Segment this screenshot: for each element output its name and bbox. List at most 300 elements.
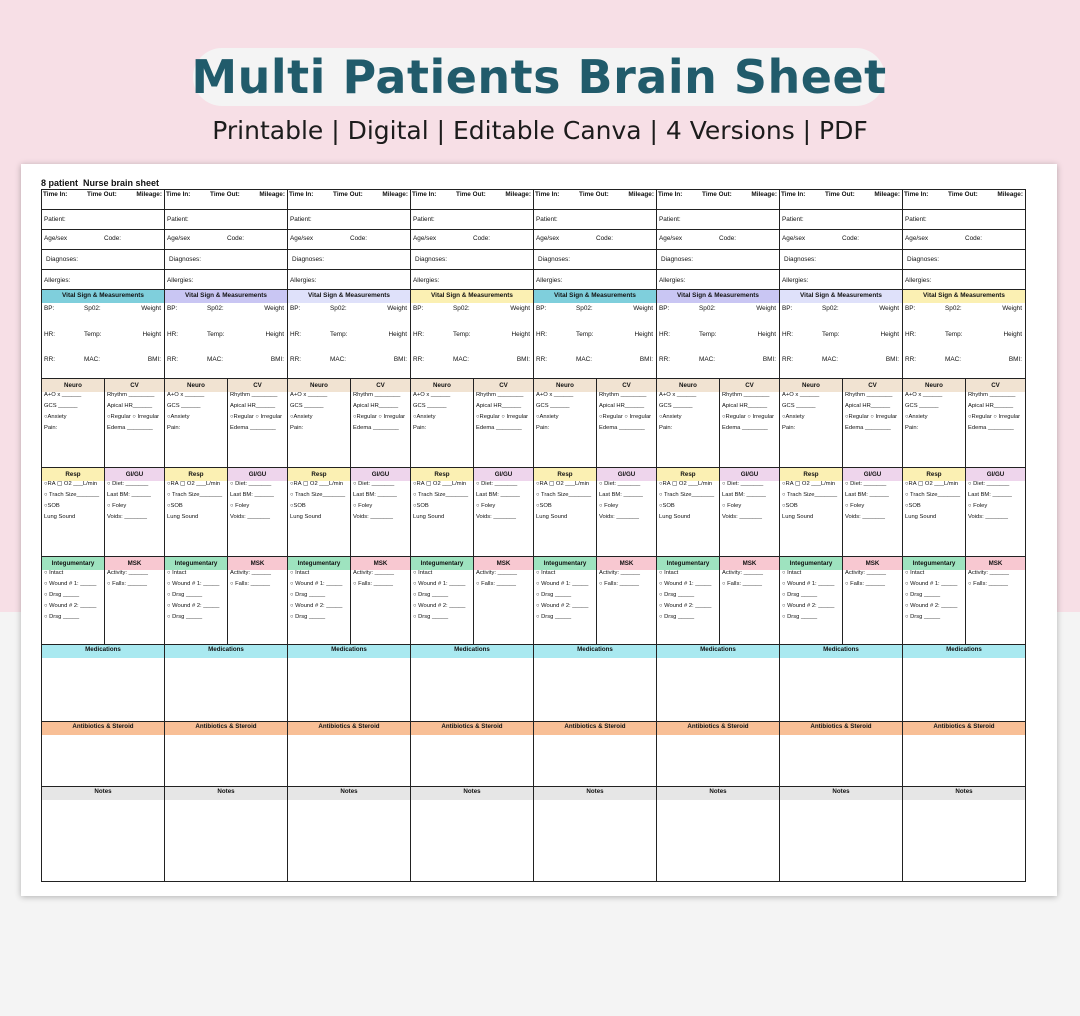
mac-label: MAC:	[207, 356, 223, 363]
cv-header: CV	[351, 379, 410, 392]
cv-header: CV	[966, 379, 1025, 392]
form-line: Pain:	[782, 425, 796, 431]
integ-msk-right-block	[228, 557, 287, 645]
form-line: ○ Wound # 2: _____	[536, 603, 589, 609]
gigu-header: GI/GU	[720, 468, 779, 481]
resp-header-lines	[657, 481, 719, 525]
mileage-label: Mileage:	[628, 191, 654, 198]
form-line: Voids: _______	[230, 514, 270, 520]
form-line: ○ Wound # 2: _____	[782, 603, 835, 609]
bmi-label: BMI:	[762, 356, 776, 363]
age-sex-row	[288, 230, 410, 250]
resp-header-lines	[903, 481, 965, 525]
form-line: GCS ______	[659, 403, 693, 409]
antibiotics-header: Antibiotics & Steroid	[288, 722, 410, 735]
spo2-label: Sp02:	[822, 305, 839, 312]
vitals-line-3	[657, 357, 779, 363]
form-line: ○ Diet: _______	[230, 481, 272, 487]
form-line: Rhythm ________	[968, 392, 1016, 398]
vitals-line-2	[411, 332, 533, 338]
form-line: Apical HR______	[353, 403, 399, 409]
neuro-cv-left-block	[288, 379, 351, 468]
form-line: ○ Intact	[167, 570, 187, 576]
antibiotics-box	[411, 735, 533, 787]
msk-header-lines	[966, 570, 1025, 592]
antibiotics-header: Antibiotics & Steroid	[411, 722, 533, 735]
vitals-line-2	[288, 332, 410, 338]
form-line: ○ Wound # 2: _____	[905, 603, 958, 609]
neuro-header: Neuro	[780, 379, 842, 392]
form-line: Voids: _______	[845, 514, 885, 520]
patient-column	[780, 190, 903, 882]
resp-gigu-left-block	[780, 468, 843, 557]
integ-msk-left-block	[42, 557, 105, 645]
form-line: Lung Sound	[44, 514, 76, 520]
notes-box	[288, 800, 410, 882]
neuro-cv-left-block	[780, 379, 843, 468]
form-line: Activity: ______	[722, 570, 763, 576]
vitals-line-2	[657, 332, 779, 338]
form-line: Voids: _______	[353, 514, 393, 520]
form-line: ○ Foley	[968, 503, 988, 509]
neuro-cv-left-block	[657, 379, 720, 468]
hr-label: HR:	[413, 331, 425, 338]
time-in-label: Time In:	[658, 191, 683, 198]
antibiotics-box	[657, 735, 779, 787]
integumentary-header: Integumentary	[411, 557, 473, 570]
neuro-header: Neuro	[42, 379, 104, 392]
msk-header: MSK	[843, 557, 902, 570]
height-label: Height	[634, 331, 653, 338]
weight-label: Weight	[633, 305, 653, 312]
hr-label: HR:	[782, 331, 794, 338]
medications-box	[780, 658, 902, 722]
time-in-label: Time In:	[412, 191, 437, 198]
form-line: Pain:	[413, 425, 427, 431]
mac-label: MAC:	[822, 356, 838, 363]
age-sex-label: Age/sex	[44, 235, 68, 242]
form-line: ○ Diet: _______	[476, 481, 518, 487]
temp-label: Temp:	[453, 331, 471, 338]
form-line: Activity: ______	[968, 570, 1009, 576]
height-label: Height	[142, 331, 161, 338]
form-line: ○ Foley	[353, 503, 373, 509]
form-line: ○Anxiety	[167, 414, 190, 420]
form-line: Edema ________	[107, 425, 153, 431]
vitals-line-1	[780, 306, 902, 312]
neuro-cv-right-block	[105, 379, 164, 468]
bmi-label: BMI:	[270, 356, 284, 363]
hr-label: HR:	[905, 331, 917, 338]
form-line: ○Regular ○ Irregular	[353, 414, 406, 420]
code-label: Code:	[227, 235, 245, 242]
gigu-header-lines	[105, 481, 164, 525]
temp-label: Temp:	[84, 331, 102, 338]
spo2-label: Sp02:	[453, 305, 470, 312]
mileage-label: Mileage:	[751, 191, 777, 198]
diagnoses-field: Diagnoses:	[780, 250, 902, 270]
form-line: ○ Drsg _____	[44, 592, 80, 598]
neuro-header-lines	[288, 392, 350, 436]
form-line: ○ Trach Size_______	[782, 492, 838, 498]
form-line: ○ Foley	[107, 503, 127, 509]
neuro-cv-left-block	[165, 379, 228, 468]
form-line: ○Anxiety	[659, 414, 682, 420]
medications-header: Medications	[411, 645, 533, 658]
resp-header: Resp	[165, 468, 227, 481]
neuro-cv-left-block	[42, 379, 105, 468]
patient-field: Patient:	[780, 210, 902, 230]
bmi-label: BMI:	[393, 356, 407, 363]
form-line: GCS ______	[782, 403, 816, 409]
neuro-cv-right-block	[966, 379, 1025, 468]
resp-gigu-left-block	[657, 468, 720, 557]
form-line: ○ Wound # 1: _____	[536, 581, 589, 587]
age-sex-row	[42, 230, 164, 250]
form-line: ○ Wound # 1: _____	[782, 581, 835, 587]
neuro-header: Neuro	[165, 379, 227, 392]
form-line: ○SOB	[782, 503, 798, 509]
form-line: ○Anxiety	[413, 414, 436, 420]
bmi-label: BMI:	[1008, 356, 1022, 363]
integ-msk-right-block	[351, 557, 410, 645]
mileage-label: Mileage:	[136, 191, 162, 198]
resp-gigu-right-block	[843, 468, 902, 557]
neuro-header-lines	[903, 392, 965, 436]
form-line: ○ Trach Size_______	[536, 492, 592, 498]
time-row	[780, 190, 902, 210]
integ-msk-left-block	[165, 557, 228, 645]
msk-header: MSK	[720, 557, 779, 570]
antibiotics-box	[903, 735, 1025, 787]
vitals-line-1	[903, 306, 1025, 312]
time-in-label: Time In:	[904, 191, 929, 198]
time-out-label: Time Out:	[210, 191, 240, 198]
code-label: Code:	[104, 235, 122, 242]
bp-label: BP:	[659, 305, 670, 312]
cv-header: CV	[228, 379, 287, 392]
medications-header: Medications	[903, 645, 1025, 658]
gigu-header-lines	[966, 481, 1025, 525]
form-line: ○ Foley	[476, 503, 496, 509]
gigu-header: GI/GU	[228, 468, 287, 481]
form-line: Edema ________	[968, 425, 1014, 431]
vitals-line-3	[42, 357, 164, 363]
resp-header: Resp	[780, 468, 842, 481]
form-line: Last BM: ______	[845, 492, 889, 498]
patient-field: Patient:	[534, 210, 656, 230]
form-line: Voids: _______	[722, 514, 762, 520]
time-row	[534, 190, 656, 210]
neuro-header-lines	[411, 392, 473, 436]
weight-label: Weight	[387, 305, 407, 312]
cv-header-lines	[966, 392, 1025, 436]
age-sex-label: Age/sex	[167, 235, 191, 242]
neuro-header: Neuro	[903, 379, 965, 392]
time-out-label: Time Out:	[948, 191, 978, 198]
patient-field: Patient:	[165, 210, 287, 230]
vitals-line-2	[42, 332, 164, 338]
form-line: ○ Wound # 1: _____	[290, 581, 343, 587]
antibiotics-header: Antibiotics & Steroid	[534, 722, 656, 735]
form-line: ○ Wound # 1: _____	[167, 581, 220, 587]
vitals-line-1	[288, 306, 410, 312]
code-label: Code:	[350, 235, 368, 242]
integumentary-header-lines	[780, 570, 842, 625]
rr-label: RR:	[167, 356, 179, 363]
allergies-field: Allergies:	[657, 270, 779, 290]
time-in-label: Time In:	[535, 191, 560, 198]
form-line: ○SOB	[536, 503, 552, 509]
form-line: Last BM: ______	[722, 492, 766, 498]
patient-field: Patient:	[903, 210, 1025, 230]
rr-label: RR:	[44, 356, 56, 363]
mac-label: MAC:	[453, 356, 469, 363]
rr-label: RR:	[413, 356, 425, 363]
form-line: ○ Foley	[230, 503, 250, 509]
code-label: Code:	[842, 235, 860, 242]
notes-header: Notes	[165, 787, 287, 800]
resp-gigu-right-block	[351, 468, 410, 557]
height-label: Height	[880, 331, 899, 338]
form-line: Apical HR______	[968, 403, 1014, 409]
form-line: Activity: ______	[845, 570, 886, 576]
form-line: ○SOB	[413, 503, 429, 509]
integumentary-header: Integumentary	[42, 557, 104, 570]
form-line: ○ Falls: ______	[845, 581, 885, 587]
integ-msk-right-block	[597, 557, 656, 645]
resp-gigu-right-block	[597, 468, 656, 557]
gigu-header-lines	[474, 481, 533, 525]
allergies-field: Allergies:	[411, 270, 533, 290]
resp-gigu-right-block	[105, 468, 164, 557]
form-line: ○ Intact	[290, 570, 310, 576]
form-line: ○RA ▢ O2 ___L/min	[659, 481, 713, 487]
age-sex-label: Age/sex	[413, 235, 437, 242]
form-line: ○ Drsg _____	[290, 592, 326, 598]
time-row	[288, 190, 410, 210]
notes-header: Notes	[288, 787, 410, 800]
form-line: GCS ______	[905, 403, 939, 409]
bp-label: BP:	[905, 305, 916, 312]
form-line: ○ Foley	[845, 503, 865, 509]
form-line: ○ Intact	[536, 570, 556, 576]
form-line: ○Anxiety	[536, 414, 559, 420]
gigu-header-lines	[843, 481, 902, 525]
medications-box	[903, 658, 1025, 722]
form-line: ○ Diet: _______	[968, 481, 1010, 487]
form-line: Edema ________	[845, 425, 891, 431]
form-line: Voids: _______	[107, 514, 147, 520]
form-line: ○SOB	[659, 503, 675, 509]
form-line: Rhythm ________	[599, 392, 647, 398]
form-line: ○ Falls: ______	[107, 581, 147, 587]
form-line: Voids: _______	[599, 514, 639, 520]
msk-header: MSK	[228, 557, 287, 570]
form-line: ○Anxiety	[905, 414, 928, 420]
time-row	[42, 190, 164, 210]
mileage-label: Mileage:	[505, 191, 531, 198]
neuro-header: Neuro	[411, 379, 473, 392]
weight-label: Weight	[141, 305, 161, 312]
form-line: Last BM: ______	[476, 492, 520, 498]
medications-header: Medications	[657, 645, 779, 658]
patient-column	[288, 190, 411, 882]
mileage-label: Mileage:	[997, 191, 1023, 198]
medications-box	[411, 658, 533, 722]
antibiotics-header: Antibiotics & Steroid	[657, 722, 779, 735]
form-line: Apical HR______	[599, 403, 645, 409]
form-line: GCS ______	[44, 403, 78, 409]
form-line: ○ Wound # 1: _____	[659, 581, 712, 587]
form-line: ○ Intact	[659, 570, 679, 576]
vital-signs-header: Vital Sign & Measurements	[165, 290, 287, 303]
resp-header-lines	[534, 481, 596, 525]
form-line: ○ Drsg _____	[413, 614, 449, 620]
form-line: ○SOB	[905, 503, 921, 509]
form-line: Activity: ______	[107, 570, 148, 576]
cv-header: CV	[720, 379, 779, 392]
time-in-label: Time In:	[781, 191, 806, 198]
time-out-label: Time Out:	[702, 191, 732, 198]
msk-header-lines	[597, 570, 656, 592]
notes-box	[657, 800, 779, 882]
form-line: ○ Falls: ______	[722, 581, 762, 587]
bp-label: BP:	[44, 305, 55, 312]
resp-gigu-left-block	[411, 468, 474, 557]
form-line: Pain:	[167, 425, 181, 431]
antibiotics-box	[780, 735, 902, 787]
age-sex-label: Age/sex	[905, 235, 929, 242]
code-label: Code:	[596, 235, 614, 242]
bp-label: BP:	[290, 305, 301, 312]
mac-label: MAC:	[945, 356, 961, 363]
notes-box	[165, 800, 287, 882]
bp-label: BP:	[536, 305, 547, 312]
mac-label: MAC:	[576, 356, 592, 363]
weight-label: Weight	[879, 305, 899, 312]
form-line: Activity: ______	[230, 570, 271, 576]
form-line: A+O x ______	[659, 392, 697, 398]
form-line: A+O x ______	[290, 392, 328, 398]
vitals-line-1	[411, 306, 533, 312]
age-sex-row	[657, 230, 779, 250]
gigu-header: GI/GU	[351, 468, 410, 481]
height-label: Height	[511, 331, 530, 338]
form-line: Activity: ______	[353, 570, 394, 576]
cv-header-lines	[720, 392, 779, 436]
integumentary-header-lines	[534, 570, 596, 625]
neuro-cv-right-block	[843, 379, 902, 468]
time-out-label: Time Out:	[825, 191, 855, 198]
time-in-label: Time In:	[166, 191, 191, 198]
form-line: ○ Trach Size_______	[290, 492, 346, 498]
hr-label: HR:	[167, 331, 179, 338]
form-line: ○ Drsg _____	[659, 592, 695, 598]
cv-header: CV	[597, 379, 656, 392]
code-label: Code:	[473, 235, 491, 242]
form-line: Lung Sound	[290, 514, 322, 520]
cv-header-lines	[105, 392, 164, 436]
msk-header-lines	[720, 570, 779, 592]
form-line: Activity: ______	[476, 570, 517, 576]
neuro-cv-right-block	[474, 379, 533, 468]
patient-field: Patient:	[288, 210, 410, 230]
temp-label: Temp:	[576, 331, 594, 338]
form-line: ○ Intact	[782, 570, 802, 576]
temp-label: Temp:	[207, 331, 225, 338]
height-label: Height	[265, 331, 284, 338]
integ-msk-right-block	[966, 557, 1025, 645]
time-row	[411, 190, 533, 210]
vitals-line-1	[534, 306, 656, 312]
patient-column	[903, 190, 1026, 882]
mac-label: MAC:	[699, 356, 715, 363]
form-line: ○ Drsg _____	[905, 592, 941, 598]
form-line: ○ Wound # 2: _____	[659, 603, 712, 609]
integumentary-header: Integumentary	[903, 557, 965, 570]
diagnoses-field: Diagnoses:	[903, 250, 1025, 270]
resp-header-lines	[165, 481, 227, 525]
integ-msk-right-block	[105, 557, 164, 645]
neuro-cv-right-block	[597, 379, 656, 468]
form-line: A+O x ______	[167, 392, 205, 398]
form-line: ○ Wound # 1: _____	[905, 581, 958, 587]
form-line: A+O x ______	[413, 392, 451, 398]
medications-box	[288, 658, 410, 722]
integumentary-header: Integumentary	[780, 557, 842, 570]
form-line: Rhythm ________	[722, 392, 770, 398]
cv-header-lines	[351, 392, 410, 436]
msk-header: MSK	[105, 557, 164, 570]
antibiotics-box	[165, 735, 287, 787]
vital-signs-header: Vital Sign & Measurements	[534, 290, 656, 303]
antibiotics-box	[42, 735, 164, 787]
form-line: ○ Drsg _____	[659, 614, 695, 620]
form-line: Pain:	[536, 425, 550, 431]
rr-label: RR:	[782, 356, 794, 363]
form-line: ○SOB	[44, 503, 60, 509]
patient-field: Patient:	[411, 210, 533, 230]
medications-box	[165, 658, 287, 722]
form-line: Apical HR______	[476, 403, 522, 409]
page-title: Multi Patients Brain Sheet	[191, 50, 887, 104]
antibiotics-header: Antibiotics & Steroid	[165, 722, 287, 735]
vitals-line-3	[903, 357, 1025, 363]
form-line: ○ Wound # 1: _____	[44, 581, 97, 587]
height-label: Height	[757, 331, 776, 338]
form-line: ○ Falls: ______	[599, 581, 639, 587]
resp-header: Resp	[42, 468, 104, 481]
title-pill	[193, 48, 885, 106]
notes-box	[411, 800, 533, 882]
temp-label: Temp:	[330, 331, 348, 338]
antibiotics-header: Antibiotics & Steroid	[780, 722, 902, 735]
resp-header: Resp	[657, 468, 719, 481]
rr-label: RR:	[659, 356, 671, 363]
form-line: Pain:	[290, 425, 304, 431]
vitals-line-3	[534, 357, 656, 363]
spo2-label: Sp02:	[207, 305, 224, 312]
neuro-header-lines	[534, 392, 596, 436]
form-line: Rhythm ________	[107, 392, 155, 398]
form-line: ○ Falls: ______	[353, 581, 393, 587]
form-line: ○Regular ○ Irregular	[722, 414, 775, 420]
form-line: Apical HR______	[845, 403, 891, 409]
integ-msk-right-block	[843, 557, 902, 645]
neuro-cv-right-block	[351, 379, 410, 468]
temp-label: Temp:	[822, 331, 840, 338]
